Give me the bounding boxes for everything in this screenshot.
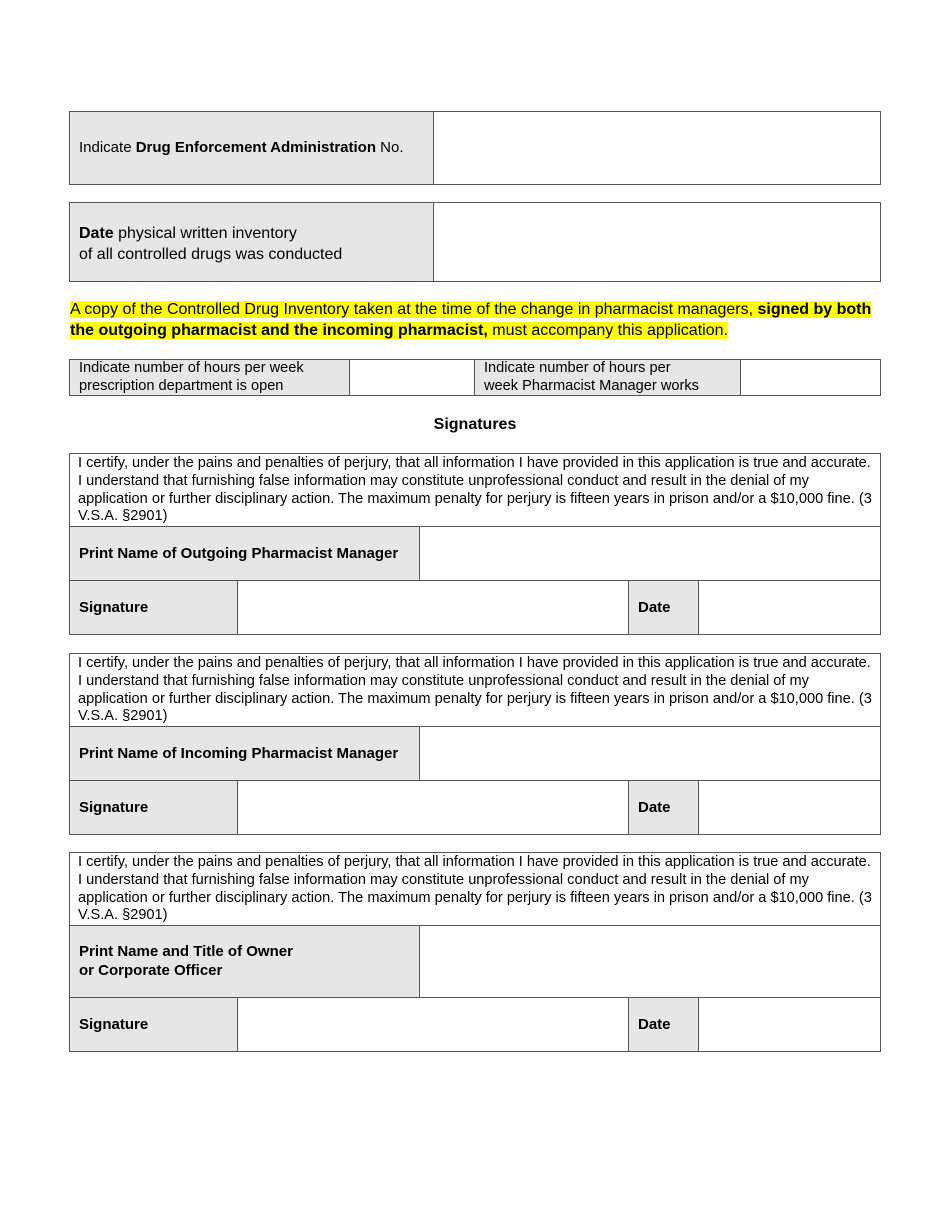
- incoming-name-label: [69, 726, 420, 781]
- inventory-notice: [70, 299, 882, 341]
- inventory-date-label-bold: Date: [79, 225, 114, 242]
- outgoing-date-label-text: Date: [638, 599, 671, 616]
- certification-text-outgoing: I certify, under the pains and penalties of perjury, that all information I have provided in this application is true and accurate. I understand that furnishing false information may constitute unprofessional conduct and result in the denial of my application or further disciplinary action. The maximum penalty for perjury is fifteen years in prison and/or a $10,000 fine. (3 V.S.A. §2901): [69, 453, 881, 527]
- dea-label-suffix: No.: [376, 139, 404, 156]
- incoming-signature-label: [69, 780, 238, 835]
- manager-hours-field[interactable]: [740, 359, 881, 396]
- owner-date-label-text: Date: [638, 1016, 671, 1033]
- notice-part1: A copy of the Controlled Drug Inventory taken at the time of the change in pharmacist managers,: [70, 301, 758, 318]
- dept-hours-label-line2: prescription department is open: [79, 377, 284, 394]
- dea-number-field[interactable]: [433, 111, 881, 185]
- owner-date-label: [628, 997, 699, 1052]
- outgoing-name-label: [69, 526, 420, 581]
- manager-hours-label-line1: Indicate number of hours per: [484, 360, 671, 376]
- outgoing-date-label: [628, 580, 699, 635]
- dept-hours-label-line1: Indicate number of hours per week: [79, 360, 304, 376]
- inventory-date-label-line2: of all controlled drugs was conducted: [79, 246, 343, 263]
- owner-signature-field[interactable]: [237, 997, 629, 1052]
- owner-name-label-line1: Print Name and Title of Owner: [79, 943, 293, 960]
- incoming-signature-label-text: Signature: [79, 799, 149, 816]
- certification-text-owner: I certify, under the pains and penalties of perjury, that all information I have provided in this application is true and accurate. I understand that furnishing false information may constitute unprofessional conduct and result in the denial of my application or further disciplinary action. The maximum penalty for perjury is fifteen years in prison and/or a $10,000 fine. (3 V.S.A. §2901): [69, 852, 881, 926]
- outgoing-signature-field[interactable]: [237, 580, 629, 635]
- manager-hours-label: [474, 359, 741, 396]
- owner-name-field[interactable]: [419, 925, 881, 998]
- owner-signature-label-text: Signature: [79, 1016, 149, 1033]
- notice-part3: must accompany this application.: [487, 322, 728, 339]
- dea-label-prefix: Indicate: [79, 139, 136, 156]
- incoming-signature-field[interactable]: [237, 780, 629, 835]
- dept-hours-field[interactable]: [349, 359, 475, 396]
- incoming-name-field[interactable]: [419, 726, 881, 781]
- inventory-date-label-rest: physical written inventory: [113, 225, 297, 242]
- dea-label-bold: Drug Enforcement Administration: [135, 139, 377, 156]
- outgoing-signature-label: [69, 580, 238, 635]
- incoming-date-field[interactable]: [698, 780, 881, 835]
- incoming-date-label-text: Date: [638, 799, 671, 816]
- incoming-name-label-text: Print Name of Incoming Pharmacist Manager: [79, 745, 399, 762]
- outgoing-date-field[interactable]: [698, 580, 881, 635]
- outgoing-signature-label-text: Signature: [79, 599, 149, 616]
- incoming-date-label: [628, 780, 699, 835]
- manager-hours-label-line2: week Pharmacist Manager works: [484, 377, 699, 394]
- outgoing-name-field[interactable]: [419, 526, 881, 581]
- dea-number-label: [69, 111, 434, 185]
- owner-date-field[interactable]: [698, 997, 881, 1052]
- inventory-date-label: [69, 202, 434, 282]
- owner-name-label-line2: or Corporate Officer: [79, 962, 223, 979]
- outgoing-name-label-text: Print Name of Outgoing Pharmacist Manager: [79, 545, 399, 562]
- notice-part2: signed by both the outgoing pharmacist and the incoming pharmacist,: [70, 301, 872, 339]
- owner-name-label: [69, 925, 420, 998]
- owner-signature-label: [69, 997, 238, 1052]
- inventory-date-field[interactable]: [433, 202, 881, 282]
- dept-hours-label: [69, 359, 350, 396]
- certification-text-incoming: I certify, under the pains and penalties of perjury, that all information I have provided in this application is true and accurate. I understand that furnishing false information may constitute unprofessional conduct and result in the denial of my application or further disciplinary action. The maximum penalty for perjury is fifteen years in prison and/or a $10,000 fine. (3 V.S.A. §2901): [69, 653, 881, 727]
- signatures-title: Signatures: [433, 416, 517, 433]
